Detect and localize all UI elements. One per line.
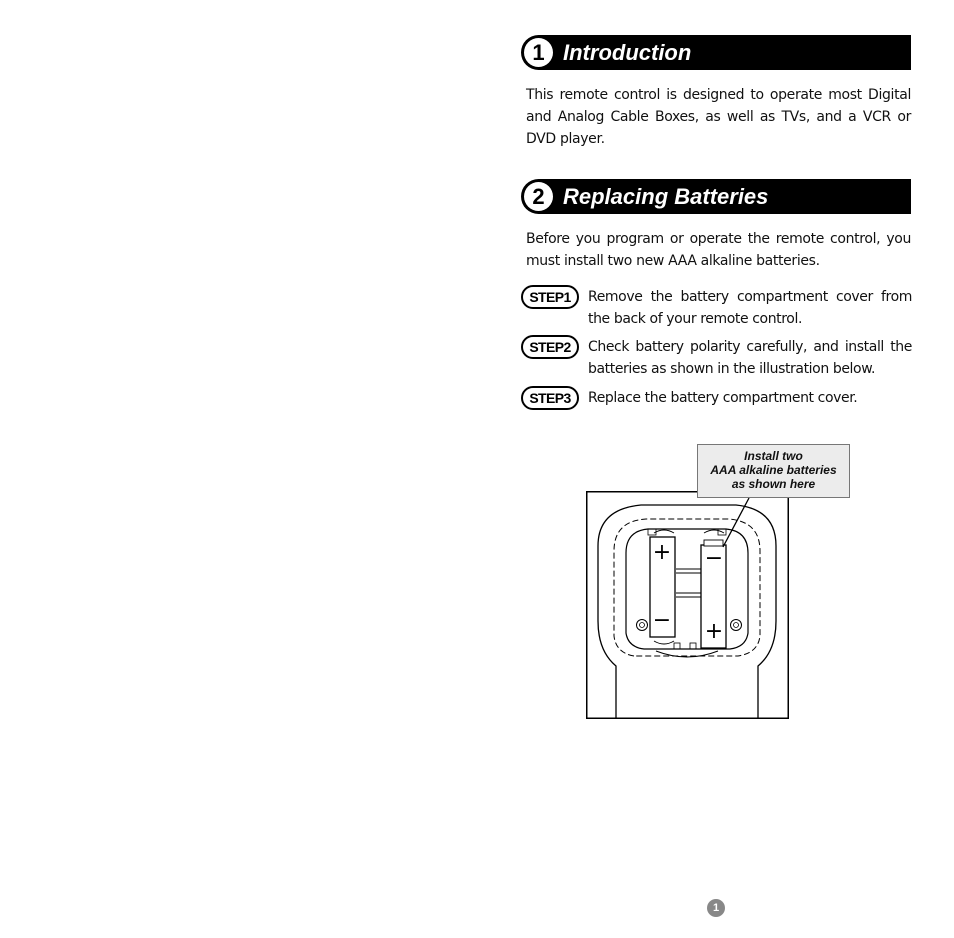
callout-line-2: AAA alkaline batteries [710, 463, 837, 477]
replacing-batteries-intro: Before you program or operate the remote control, you must install two new AAA alkaline batteries. [526, 231, 911, 269]
section-number-1: 1 [524, 38, 553, 67]
step-1 [521, 285, 912, 331]
step-2-text: Check battery polarity carefully, and install the batteries as shown in the illustration below. [588, 339, 912, 377]
step-3 [521, 386, 912, 432]
left-battery-plus-sign: + [652, 540, 672, 565]
step-3-text: Replace the battery compartment cover. [588, 390, 858, 406]
section-number-2: 2 [524, 182, 553, 211]
step-2-badge: STEP2 [521, 335, 579, 359]
step-3-badge: STEP3 [521, 386, 579, 410]
step-2 [521, 335, 912, 381]
left-battery-minus-sign: − [652, 608, 672, 633]
step-1-badge: STEP1 [521, 285, 579, 309]
introduction-text: This remote control is designed to operate most Digital and Analog Cable Boxes, as well as TVs, and a VCR or DVD player. [526, 87, 911, 147]
replacing-batteries-header [521, 179, 911, 214]
battery-callout [697, 444, 850, 498]
callout-line-1: Install two [744, 449, 803, 463]
battery-compartment-illustration [586, 491, 789, 719]
step-1-text: Remove the battery compartment cover from the back of your remote control. [588, 289, 912, 327]
replacing-batteries-title: Replacing Batteries [563, 184, 769, 209]
right-battery-minus-sign: − [704, 546, 724, 571]
page-number: 1 [707, 899, 725, 917]
right-battery-plus-sign: + [704, 619, 724, 644]
callout-line-3: as shown here [731, 477, 816, 491]
introduction-header [521, 35, 911, 70]
introduction-title: Introduction [563, 40, 692, 65]
